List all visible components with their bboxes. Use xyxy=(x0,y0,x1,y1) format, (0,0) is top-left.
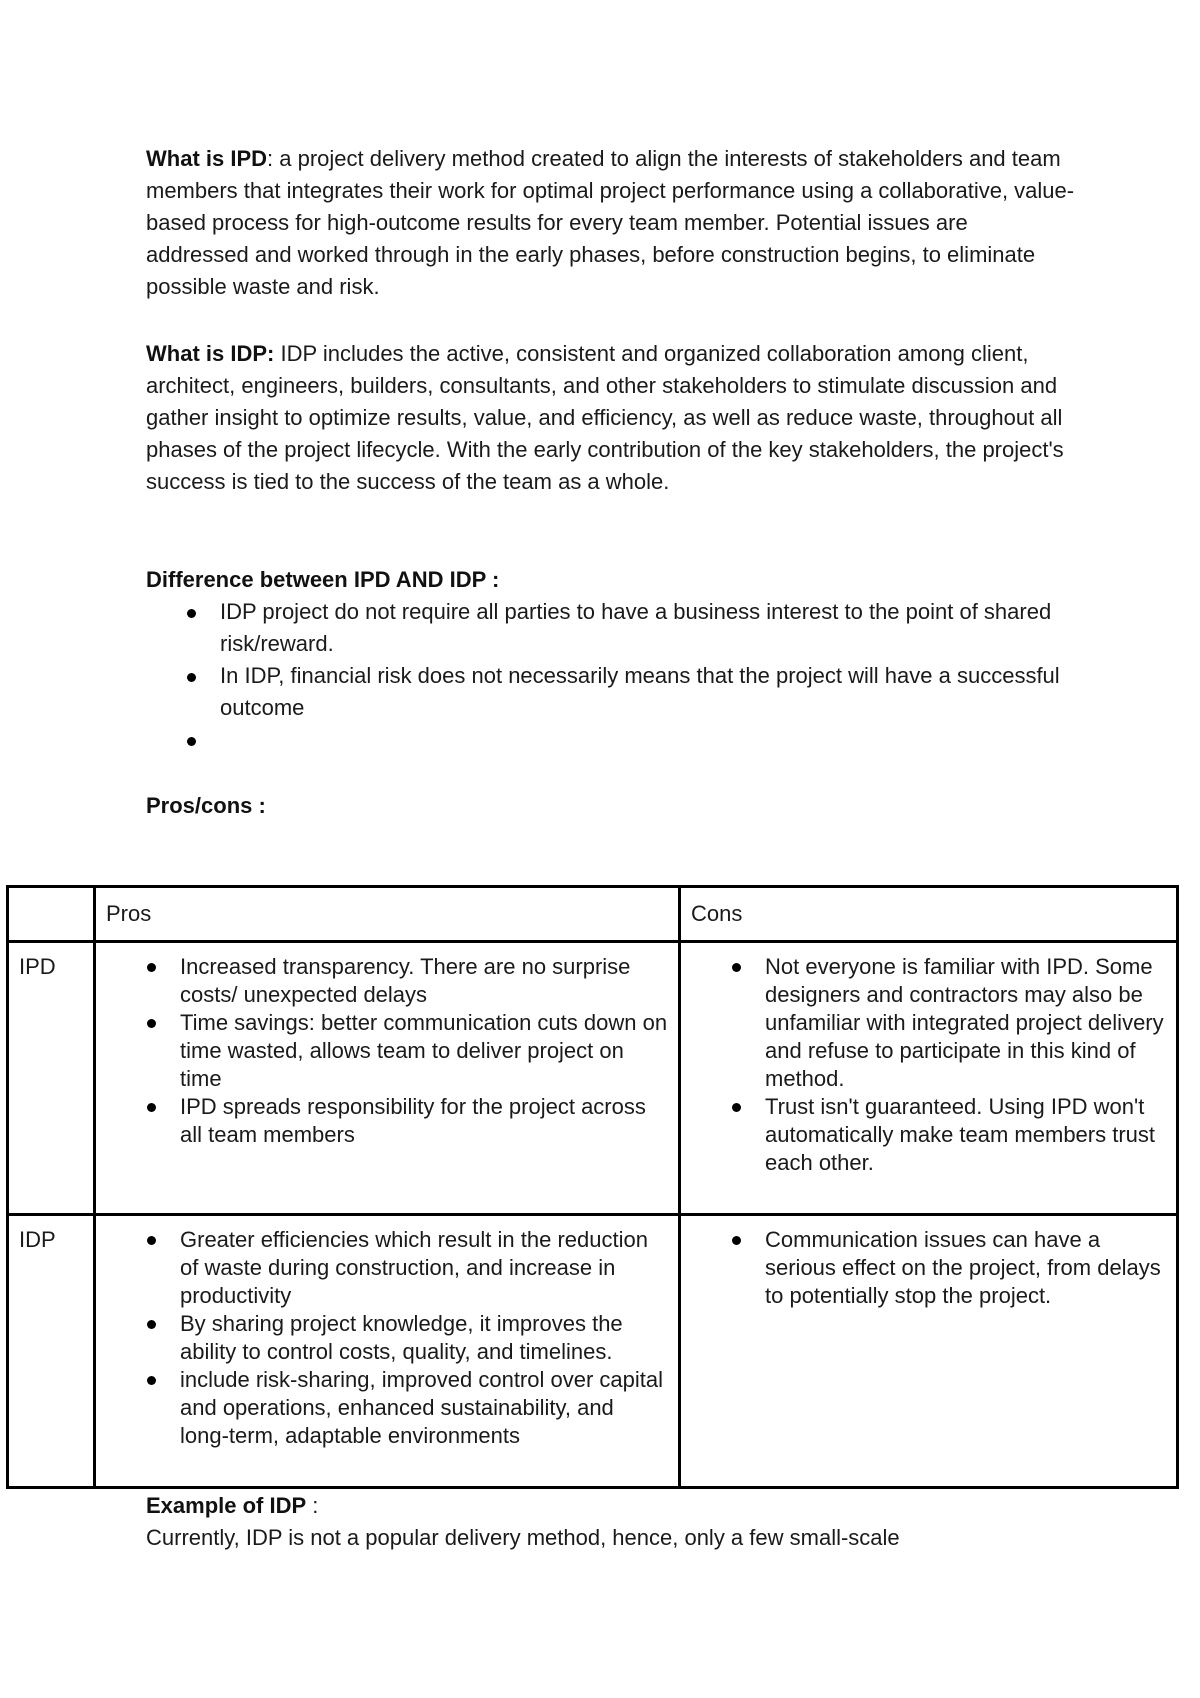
list-item: include risk-sharing, improved control over capital and operations, enhanced sustainability, and long-term, adaptable environments xyxy=(180,1366,668,1450)
example-text: Currently, IDP is not a popular delivery method, hence, only a few small-scale xyxy=(146,1525,900,1550)
list-item: Trust isn't guaranteed. Using IPD won't automatically make team members trust each other. xyxy=(765,1093,1166,1177)
idp-pros-cell xyxy=(95,1215,680,1488)
list-item: IPD spreads responsibility for the project across all team members xyxy=(180,1093,668,1149)
list-item: In IDP, financial risk does not necessarily means that the project will have a successful outcome xyxy=(220,660,1076,724)
table-header-pros: Pros xyxy=(95,887,680,942)
list-item: Not everyone is familiar with IPD. Some designers and contractors may also be unfamiliar with integrated project delivery and refuse to participate in this kind of method. xyxy=(765,953,1166,1093)
table-header-row xyxy=(8,887,1178,942)
proscons-heading: Pros/cons : xyxy=(146,793,266,818)
table-row-ipd xyxy=(8,942,1178,1215)
idp-label: What is IDP: xyxy=(146,341,275,366)
list-item: Increased transparency. There are no surprise costs/ unexpected delays xyxy=(180,953,668,1009)
ipd-label: What is IPD xyxy=(146,146,268,171)
table-header-empty xyxy=(8,887,95,942)
idp-cons-cell xyxy=(680,1215,1178,1488)
difference-heading: Difference between IPD AND IDP : xyxy=(146,567,500,592)
list-item: IDP project do not require all parties to have a business interest to the point of shared risk/reward. xyxy=(220,596,1076,660)
example-section xyxy=(146,1490,1076,1554)
ipd-cons-cell xyxy=(680,942,1178,1215)
idp-text: IDP includes the active, consistent and organized collaboration among client, architect, engineers, builders, consultants, and other stakeholders to stimulate discussion and gather insight to optimize results, value, and efficiency, as well as reduce waste, throughout all phases of the project lifecycle. With the early contribution of the key stakeholders, the project's success is tied to the success of the team as a whole. xyxy=(146,341,1064,494)
ipd-text: : a project delivery method created to align the interests of stakeholders and team members that integrates their work for optimal project performance using a collaborative, value-based process for high-outcome results for every team member. Potential issues are addressed and worked through in the early phases, before construction begins, to eliminate possible waste and risk. xyxy=(146,146,1075,299)
list-item-empty xyxy=(220,724,1076,756)
row-label-ipd: IPD xyxy=(8,942,95,1215)
list-item: By sharing project knowledge, it improves the ability to control costs, quality, and timelines. xyxy=(180,1310,668,1366)
row-label-idp: IDP xyxy=(8,1215,95,1488)
idp-definition xyxy=(146,338,1076,498)
ipd-definition xyxy=(146,143,1076,303)
proscons-table xyxy=(6,885,1179,1489)
proscons-section xyxy=(146,790,1076,822)
ipd-pros-cell xyxy=(95,942,680,1215)
list-item: Communication issues can have a serious effect on the project, from delays to potentially stop the project. xyxy=(765,1226,1166,1310)
difference-list xyxy=(146,596,1076,756)
table-header-cons: Cons xyxy=(680,887,1178,942)
example-suffix: : xyxy=(306,1493,319,1518)
difference-section xyxy=(146,564,1076,756)
list-item: Time savings: better communication cuts down on time wasted, allows team to deliver project on time xyxy=(180,1010,668,1091)
ipd-paragraph xyxy=(146,143,1076,303)
idp-paragraph xyxy=(146,338,1076,498)
list-item: Greater efficiencies which result in the reduction of waste during construction, and increase in productivity xyxy=(180,1226,668,1310)
example-label: Example of IDP xyxy=(146,1493,307,1518)
table-row-idp xyxy=(8,1215,1178,1488)
